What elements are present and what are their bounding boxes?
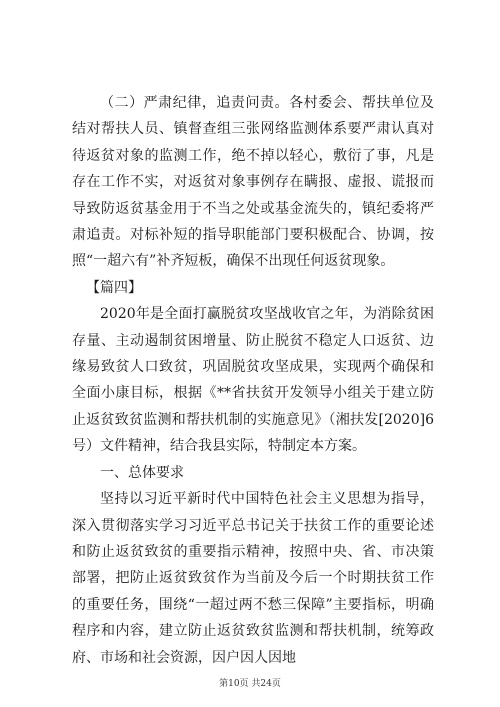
- paragraph-guiding-principles: 坚持以习近平新时代中国特色社会主义思想为指导，深入贯彻落实学习习近平总书记关于扶贫工作的重要论述和防止返贫致贫的重要指示精神，按照中央、省、市决策部署，把防止返贫致贫作为当前及今后一个时期扶贫工作的重要任务，围绕“一超过两不愁三保障”主要指标，明确程序和内容，建立防止返贫致贫监测和帮扶机制，统筹政府、市场和社会资源，因户因人因地: [72, 491, 434, 666]
- section-heading-part-four: 【篇四】: [86, 279, 142, 296]
- paragraph-intro-2020: 2020年是全面打赢脱贫攻坚战收官之年，为消除贫困存量、主动遏制贫困增量、防止脱贫不稳定人口返贫、边缘易致贫人口致贫，巩固脱贫攻坚成果，实现两个确保和全面小康目标，根据《**省扶贫开发领导小组关于建立防止返贫致贫监测和帮扶机制的实施意见》（湘扶发[2020]6号）文件精神，结合我县实际，特制定本方案。: [72, 306, 434, 455]
- paragraph-discipline-accountability: （二）严肃纪律，追责问责。各村委会、帮扶单位及结对帮扶人员、镇督查组三张网络监测体系要严肃认真对待返贫对象的监测工作，绝不掉以轻心，敷衍了事，凡是存在工作不实，对返贫对象事例存在瞒报、虚报、谎报而导致防返贫基金用于不当之处或基金流失的，镇纪委将严肃追责。对标补短的指导职能部门要积极配合、协调，按照“一超六有”补齐短板，确保不出现任何返贫现象。: [72, 95, 434, 270]
- document-body: [72, 90, 434, 671]
- page-number-footer: 第10页 共24页: [219, 679, 281, 689]
- section-heading-general-requirements: 一、总体要求: [100, 464, 184, 481]
